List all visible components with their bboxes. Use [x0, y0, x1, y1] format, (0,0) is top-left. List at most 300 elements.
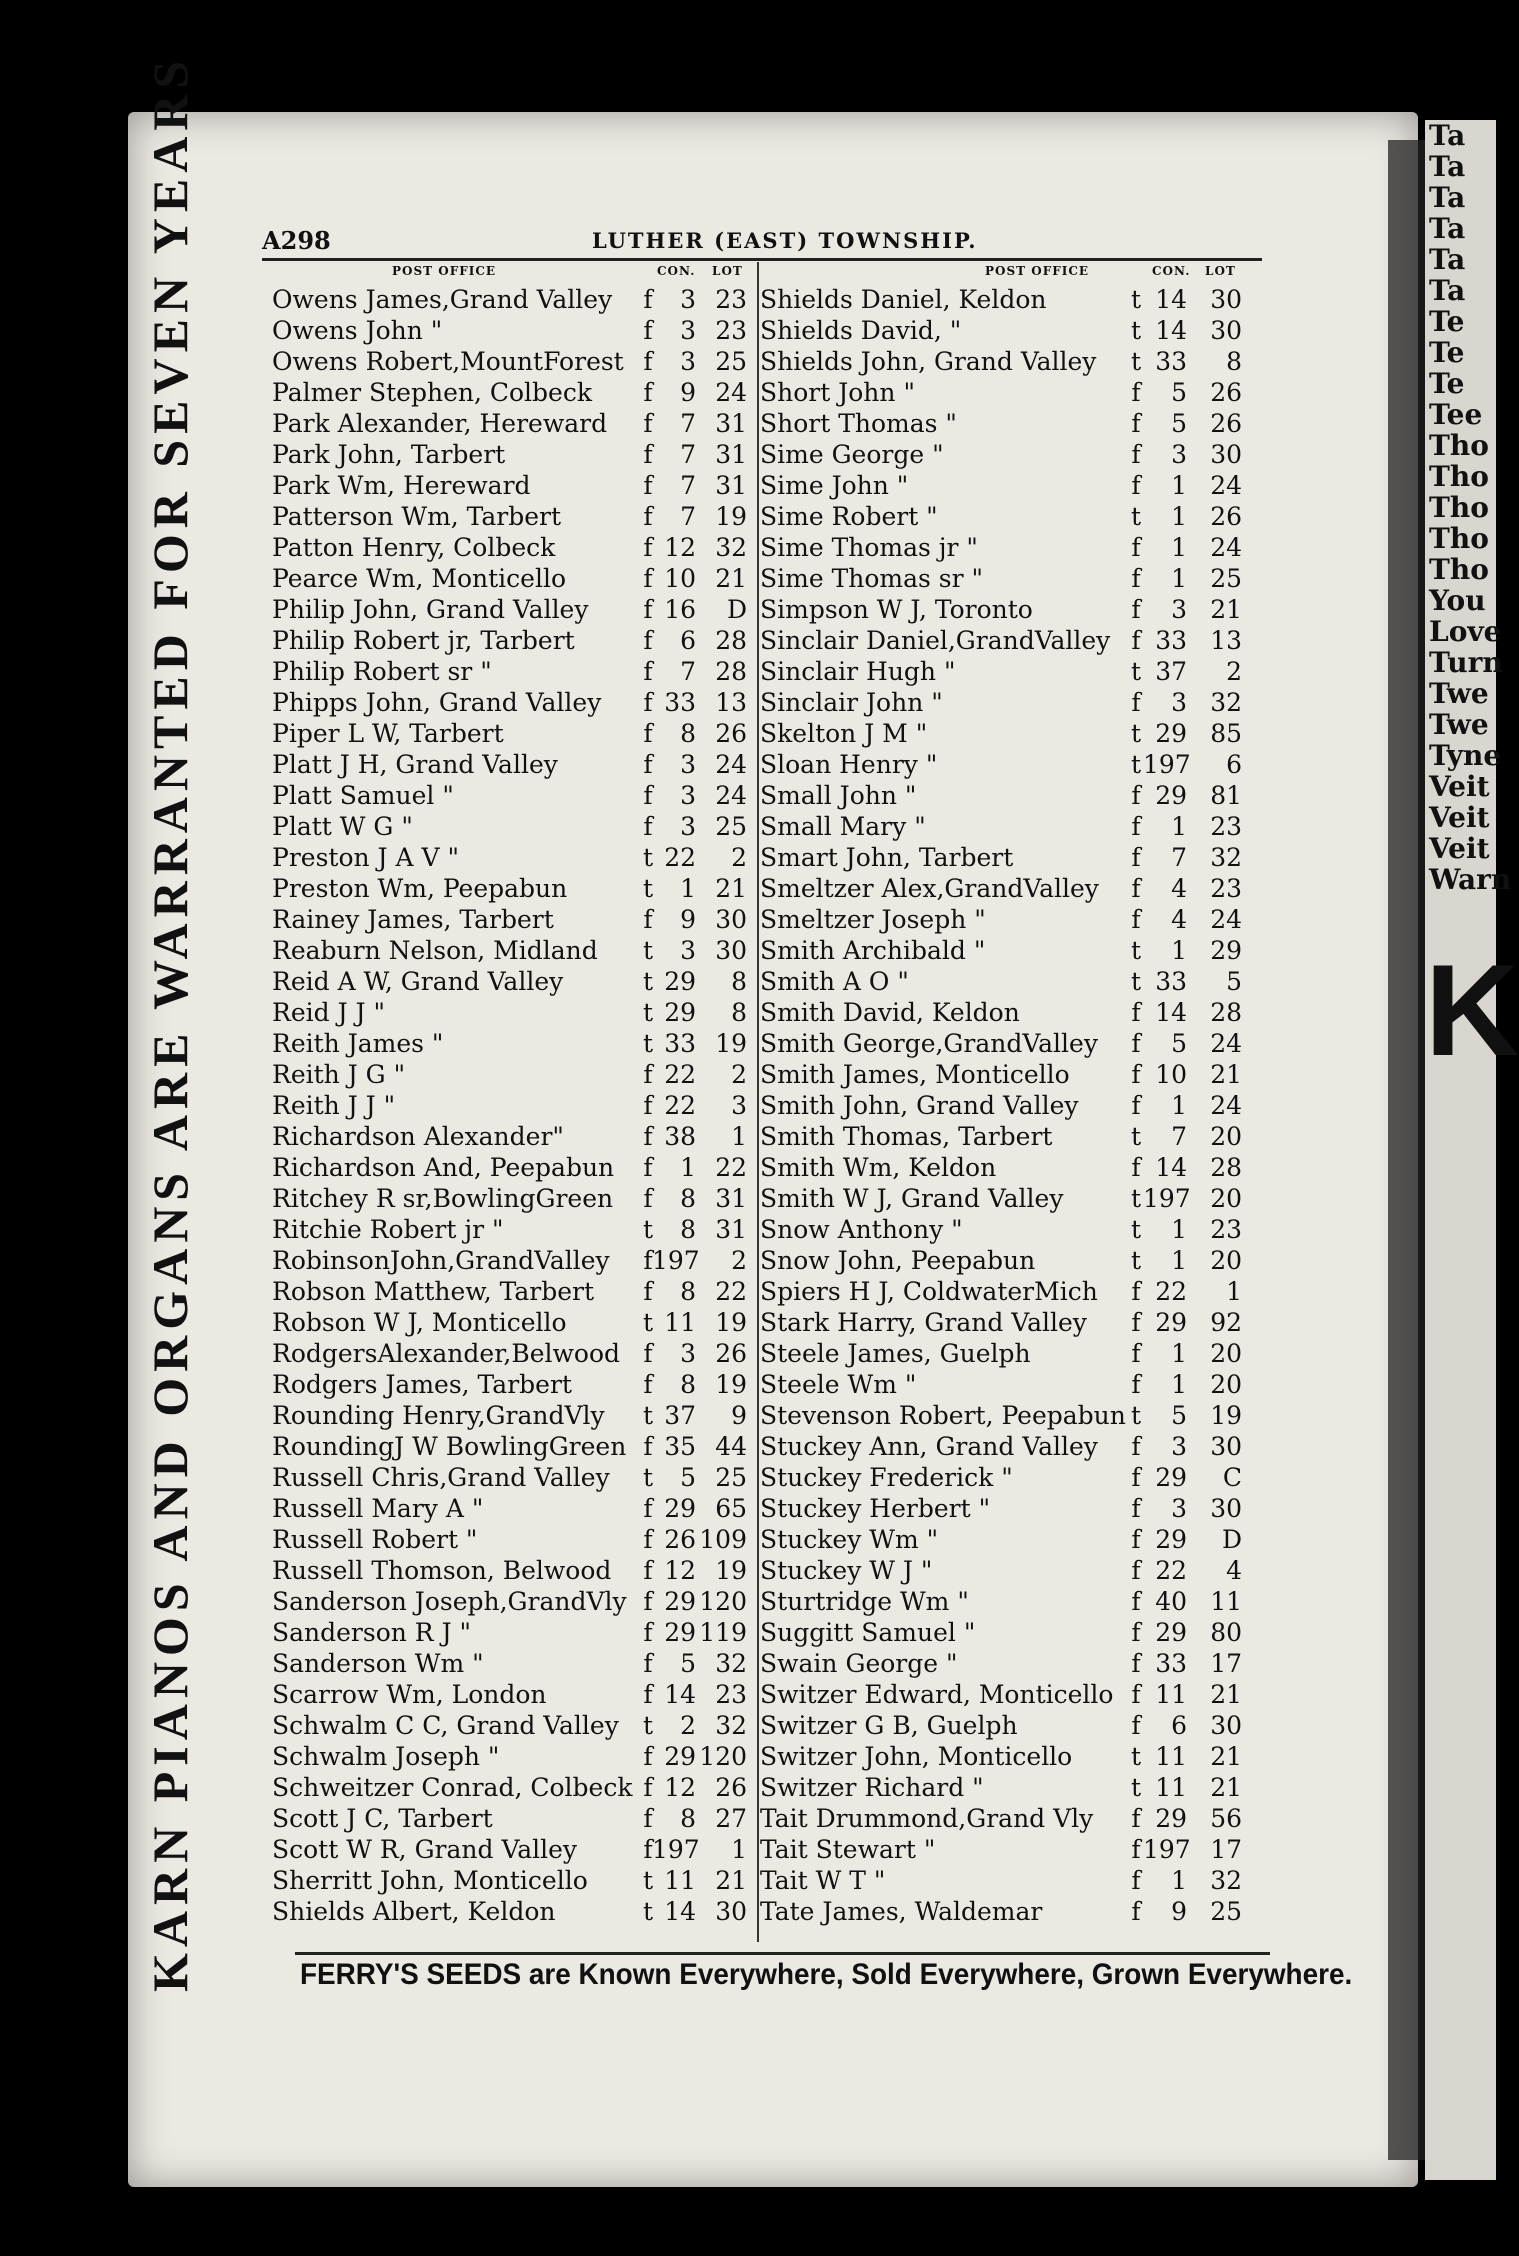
directory-entry: [760, 687, 1265, 718]
tenure-code: f: [643, 1835, 653, 1864]
lot-number: 26: [1210, 378, 1242, 407]
tenure-code: t: [1130, 936, 1142, 965]
lot-number: 19: [1210, 1401, 1242, 1430]
tenure-code: f: [643, 1773, 653, 1802]
directory-entry: [272, 439, 752, 470]
tenure-code: f: [1131, 626, 1141, 655]
concession-number: 3: [680, 750, 696, 779]
tenure-code: f: [643, 1494, 653, 1523]
directory-entry: [760, 563, 1265, 594]
directory-entry: [760, 1338, 1265, 1369]
adjacent-page-word-fragment: You: [1429, 584, 1486, 617]
tenure-code: f: [643, 657, 653, 686]
tenure-code: f: [643, 409, 653, 438]
concession-number: 3: [1171, 688, 1187, 717]
entry-name: Scott J C, Tarbert: [272, 1804, 493, 1833]
concession-number: 7: [680, 409, 696, 438]
entry-name: Switzer Richard ": [760, 1773, 984, 1802]
entry-name: Ritchey R sr,BowlingGreen: [272, 1184, 614, 1213]
concession-number: 7: [680, 440, 696, 469]
entry-name: Stevenson Robert, Peepabun: [760, 1401, 1126, 1430]
adjacent-page-word-fragment: Ta: [1429, 274, 1466, 307]
adjacent-page-word-fragment: Ta: [1429, 243, 1466, 276]
tenure-code: t: [642, 843, 654, 872]
concession-number: 3: [1171, 440, 1187, 469]
entry-name: Reid J J ": [272, 998, 386, 1027]
entry-name: Patterson Wm, Tarbert: [272, 502, 562, 531]
tenure-code: t: [642, 1029, 654, 1058]
entry-name: Park John, Tarbert: [272, 440, 506, 469]
concession-number: 3: [680, 812, 696, 841]
lot-number: 21: [715, 1866, 747, 1895]
lot-number: 23: [1210, 1215, 1242, 1244]
entry-name: Palmer Stephen, Colbeck: [272, 378, 592, 407]
adjacent-page-word-fragment: Ta: [1429, 212, 1466, 245]
lot-number: 28: [715, 657, 747, 686]
concession-number: 1: [1171, 1866, 1187, 1895]
tenure-code: f: [1131, 1308, 1141, 1337]
entry-name: Tait W T ": [760, 1866, 886, 1895]
tenure-code: t: [642, 1463, 654, 1492]
tenure-code: f: [643, 347, 653, 376]
directory-entry: [760, 656, 1265, 687]
directory-entry: [272, 780, 752, 811]
lot-number: 109: [699, 1525, 747, 1554]
lot-heading: LOT: [712, 264, 743, 278]
directory-entry: [760, 470, 1265, 501]
concession-number: 29: [664, 967, 696, 996]
lot-number: 2: [1226, 657, 1242, 686]
lot-number: 26: [1210, 502, 1242, 531]
concession-number: 1: [1171, 502, 1187, 531]
lot-number: 30: [1210, 316, 1242, 345]
directory-entry: [272, 346, 752, 377]
entry-name: Owens James,Grand Valley: [272, 285, 613, 314]
entry-name: Smith George,GrandValley: [760, 1029, 1098, 1058]
entry-name: Smith W J, Grand Valley: [760, 1184, 1064, 1213]
entry-name: Schwalm Joseph ": [272, 1742, 500, 1771]
directory-entry: [760, 780, 1265, 811]
directory-entry: [760, 1307, 1265, 1338]
concession-number: 3: [1171, 1494, 1187, 1523]
lot-number: 9: [731, 1401, 747, 1430]
lot-number: 31: [715, 1184, 747, 1213]
directory-entry: [272, 1183, 752, 1214]
lot-number: 44: [715, 1432, 747, 1461]
tenure-code: f: [1131, 1339, 1141, 1368]
concession-number: 3: [680, 316, 696, 345]
entry-name: Richardson Alexander": [272, 1122, 564, 1151]
directory-entry: [272, 1865, 752, 1896]
directory-entry: [760, 1369, 1265, 1400]
concession-number: 29: [1155, 1308, 1187, 1337]
tenure-code: f: [1131, 378, 1141, 407]
directory-entry: [272, 1307, 752, 1338]
entry-name: Reith James ": [272, 1029, 444, 1058]
directory-entry: [760, 439, 1265, 470]
concession-number: 33: [664, 1029, 696, 1058]
directory-entry: [760, 1214, 1265, 1245]
directory-entry: [272, 1648, 752, 1679]
concession-number: 22: [664, 1091, 696, 1120]
entry-name: RodgersAlexander,Belwood: [272, 1339, 621, 1368]
lot-number: 25: [715, 812, 747, 841]
lot-number: 23: [1210, 812, 1242, 841]
entry-name: Spiers H J, ColdwaterMich: [760, 1277, 1098, 1306]
concession-number: 8: [680, 1370, 696, 1399]
tenure-code: f: [1131, 1029, 1141, 1058]
concession-number: 1: [1171, 1215, 1187, 1244]
post-office-heading: POST OFFICE: [985, 264, 1090, 278]
lot-number: 4: [1226, 1556, 1242, 1585]
entry-name: Sime Thomas jr ": [760, 533, 978, 562]
tenure-code: f: [643, 502, 653, 531]
directory-entry: [760, 1183, 1265, 1214]
lot-number: 23: [715, 316, 747, 345]
concession-number: 8: [680, 1215, 696, 1244]
adjacent-page-word-fragment: Twe: [1429, 708, 1489, 741]
tenure-code: f: [1131, 1153, 1141, 1182]
lot-number: 65: [715, 1494, 747, 1523]
lot-number: 17: [1210, 1649, 1242, 1678]
tenure-code: t: [642, 874, 654, 903]
entry-name: Platt J H, Grand Valley: [272, 750, 558, 779]
entry-name: Sturtridge Wm ": [760, 1587, 969, 1616]
directory-entry: [760, 997, 1265, 1028]
lot-number: D: [1221, 1525, 1242, 1554]
tenure-code: f: [1131, 595, 1141, 624]
entry-name: Platt Samuel ": [272, 781, 454, 810]
tenure-code: t: [642, 1401, 654, 1430]
lot-number: 19: [715, 1308, 747, 1337]
directory-entry: [272, 935, 752, 966]
directory-entry: [272, 1028, 752, 1059]
directory-entry: [272, 1462, 752, 1493]
lot-number: 1: [731, 1835, 747, 1864]
directory-entry: [272, 501, 752, 532]
lot-number: 24: [715, 781, 747, 810]
concession-number: 22: [1155, 1277, 1187, 1306]
tenure-code: t: [1130, 750, 1142, 779]
tenure-code: t: [642, 998, 654, 1027]
directory-entry: [760, 1772, 1265, 1803]
entry-name: Suggitt Samuel ": [760, 1618, 976, 1647]
entry-name: Tait Stewart ": [760, 1835, 936, 1864]
tenure-code: f: [1131, 1587, 1141, 1616]
adjacent-page-fragment: [1425, 119, 1519, 2180]
directory-entry: [760, 1555, 1265, 1586]
column-divider: [757, 262, 759, 1942]
left-entries: [272, 284, 752, 1927]
concession-number: 1: [1171, 936, 1187, 965]
concession-number: 5: [1171, 409, 1187, 438]
tenure-code: t: [642, 1215, 654, 1244]
directory-entry: [272, 1803, 752, 1834]
entry-name: Short John ": [760, 378, 915, 407]
page-title: LUTHER (EAST) TOWNSHIP.: [592, 228, 978, 253]
lot-number: 29: [1210, 936, 1242, 965]
directory-entry: [272, 1338, 752, 1369]
concession-number: 14: [664, 1680, 696, 1709]
directory-entry: [272, 1059, 752, 1090]
directory-entry: [760, 1059, 1265, 1090]
adjacent-page-word-fragment: Veit: [1429, 832, 1490, 865]
tenure-code: t: [1130, 1246, 1142, 1275]
lot-number: 24: [715, 750, 747, 779]
lot-number: 32: [1210, 688, 1242, 717]
concession-number: 37: [1155, 657, 1187, 686]
concession-number: 1: [1171, 533, 1187, 562]
lot-number: 32: [715, 1711, 747, 1740]
adjacent-page-word-fragment: Tho: [1429, 522, 1489, 555]
tenure-code: t: [1130, 1184, 1142, 1213]
entry-name: Robson Matthew, Tarbert: [272, 1277, 595, 1306]
tenure-code: f: [1131, 533, 1141, 562]
tenure-code: t: [1130, 719, 1142, 748]
concession-number: 14: [1155, 1153, 1187, 1182]
lot-number: 25: [715, 347, 747, 376]
entry-name: Sloan Henry ": [760, 750, 938, 779]
concession-number: 26: [664, 1525, 696, 1554]
concession-number: 9: [680, 905, 696, 934]
tenure-code: t: [1130, 1773, 1142, 1802]
entry-name: Swain George ": [760, 1649, 958, 1678]
tenure-code: f: [1131, 905, 1141, 934]
lot-number: 30: [715, 1897, 747, 1926]
entry-name: Sime Thomas sr ": [760, 564, 984, 593]
tenure-code: t: [1130, 1215, 1142, 1244]
lot-number: 30: [715, 905, 747, 934]
concession-number: 3: [680, 781, 696, 810]
tenure-code: f: [643, 533, 653, 562]
lot-number: 25: [715, 1463, 747, 1492]
directory-entry: [272, 656, 752, 687]
lot-number: 19: [715, 1556, 747, 1585]
concession-number: 8: [680, 719, 696, 748]
directory-entry: [760, 1803, 1265, 1834]
tenure-code: t: [642, 1711, 654, 1740]
tenure-code: t: [1130, 657, 1142, 686]
concession-number: 22: [1155, 1556, 1187, 1585]
concession-number: 22: [664, 1060, 696, 1089]
directory-entry: [272, 749, 752, 780]
lot-number: 85: [1210, 719, 1242, 748]
directory-entry: [272, 1493, 752, 1524]
tenure-code: f: [1131, 1804, 1141, 1833]
directory-entry: [272, 687, 752, 718]
entry-name: Platt W G ": [272, 812, 413, 841]
concession-number: 8: [680, 1184, 696, 1213]
tenure-code: f: [643, 1525, 653, 1554]
lot-number: 32: [715, 533, 747, 562]
concession-number: 14: [1155, 285, 1187, 314]
adjacent-page-word-fragment: Tho: [1429, 460, 1489, 493]
adjacent-page-word-fragment: Te: [1429, 336, 1465, 369]
directory-entry: [272, 1710, 752, 1741]
tenure-code: t: [1130, 502, 1142, 531]
concession-number: 7: [680, 502, 696, 531]
lot-number: 26: [1210, 409, 1242, 438]
tenure-code: t: [1130, 967, 1142, 996]
concession-number: 6: [680, 626, 696, 655]
tenure-code: f: [643, 905, 653, 934]
header-rule: [262, 258, 1262, 261]
concession-number: 2: [680, 1711, 696, 1740]
concession-number: 11: [664, 1308, 696, 1337]
entry-name: Small John ": [760, 781, 917, 810]
directory-entry: [760, 873, 1265, 904]
adjacent-page-word-fragment: Love: [1429, 615, 1502, 648]
directory-entry: [760, 1741, 1265, 1772]
entry-name: Reith J G ": [272, 1060, 406, 1089]
lot-number: 21: [1210, 1742, 1242, 1771]
tenure-code: f: [1131, 409, 1141, 438]
directory-entry: [760, 1648, 1265, 1679]
left-column: [272, 264, 752, 1927]
entry-name: Scarrow Wm, London: [272, 1680, 547, 1709]
tenure-code: f: [643, 719, 653, 748]
lot-number: 3: [731, 1091, 747, 1120]
directory-entry: [760, 501, 1265, 532]
concession-number: 3: [1171, 1432, 1187, 1461]
entry-name: Preston Wm, Peepabun: [272, 874, 568, 903]
concession-number: 3: [680, 936, 696, 965]
concession-number: 12: [664, 533, 696, 562]
lot-number: 22: [715, 1153, 747, 1182]
tenure-code: t: [642, 967, 654, 996]
directory-entry: [760, 1400, 1265, 1431]
lot-number: 24: [1210, 1029, 1242, 1058]
directory-entry: [272, 1400, 752, 1431]
entry-name: Simpson W J, Toronto: [760, 595, 1033, 624]
entry-name: Sinclair Hugh ": [760, 657, 956, 686]
con-heading: CON.: [1152, 264, 1191, 278]
entry-name: Smith David, Keldon: [760, 998, 1020, 1027]
adjacent-page-word-fragment: Tee: [1429, 398, 1483, 431]
lot-number: 19: [715, 1370, 747, 1399]
concession-number: 33: [1155, 1649, 1187, 1678]
entry-name: Smeltzer Joseph ": [760, 905, 986, 934]
tenure-code: f: [1131, 781, 1141, 810]
concession-number: 1: [1171, 1339, 1187, 1368]
concession-number: 9: [680, 378, 696, 407]
entry-name: Pearce Wm, Monticello: [272, 564, 567, 593]
lot-number: 26: [715, 1339, 747, 1368]
concession-number: 33: [664, 688, 696, 717]
directory-entry: [272, 594, 752, 625]
entry-name: Skelton J M ": [760, 719, 928, 748]
entry-name: Smeltzer Alex,GrandValley: [760, 874, 1099, 903]
directory-entry: [760, 346, 1265, 377]
directory-entry: [760, 718, 1265, 749]
adjacent-page-word-fragment: Tho: [1429, 491, 1489, 524]
concession-number: 12: [664, 1773, 696, 1802]
tenure-code: t: [642, 1897, 654, 1926]
concession-number: 3: [680, 1339, 696, 1368]
concession-number: 11: [1155, 1742, 1187, 1771]
concession-number: 1: [1171, 1370, 1187, 1399]
concession-number: 197: [652, 1246, 700, 1275]
lot-number: 8: [731, 998, 747, 1027]
entry-name: Rodgers James, Tarbert: [272, 1370, 572, 1399]
lot-number: 20: [1210, 1339, 1242, 1368]
directory-entry: [760, 966, 1265, 997]
tenure-code: f: [1131, 874, 1141, 903]
lot-number: 30: [1210, 1711, 1242, 1740]
tenure-code: f: [643, 1153, 653, 1182]
entry-name: Steele Wm ": [760, 1370, 917, 1399]
directory-entry: [760, 1493, 1265, 1524]
concession-number: 29: [1155, 1804, 1187, 1833]
directory-entry: [272, 284, 752, 315]
concession-number: 7: [680, 657, 696, 686]
concession-number: 14: [1155, 998, 1187, 1027]
concession-number: 3: [1171, 595, 1187, 624]
lot-number: 21: [715, 564, 747, 593]
directory-entry: [760, 532, 1265, 563]
entry-name: Russell Mary A ": [272, 1494, 484, 1523]
directory-entry: [760, 842, 1265, 873]
lot-number: 20: [1210, 1246, 1242, 1275]
concession-number: 16: [664, 595, 696, 624]
concession-number: 1: [680, 1153, 696, 1182]
directory-entry: [760, 1586, 1265, 1617]
tenure-code: f: [1131, 688, 1141, 717]
concession-number: 29: [1155, 719, 1187, 748]
directory-entry: [272, 1896, 752, 1927]
tenure-code: t: [642, 1308, 654, 1337]
entry-name: Russell Chris,Grand Valley: [272, 1463, 610, 1492]
entry-name: Park Wm, Hereward: [272, 471, 531, 500]
entry-name: Tait Drummond,Grand Vly: [760, 1804, 1094, 1833]
entry-name: Stuckey Herbert ": [760, 1494, 991, 1523]
directory-entry: [272, 811, 752, 842]
directory-entry: [760, 1617, 1265, 1648]
entry-name: Tate James, Waldemar: [760, 1897, 1043, 1926]
lot-number: 5: [1226, 967, 1242, 996]
lot-number: 27: [715, 1804, 747, 1833]
lot-number: 30: [715, 936, 747, 965]
tenure-code: f: [1131, 1370, 1141, 1399]
entry-name: Sime Robert ": [760, 502, 938, 531]
concession-number: 1: [1171, 812, 1187, 841]
tenure-code: t: [1130, 1401, 1142, 1430]
concession-number: 197: [652, 1835, 700, 1864]
directory-entry: [272, 1214, 752, 1245]
directory-entry: [272, 1524, 752, 1555]
entry-name: Shields Daniel, Keldon: [760, 285, 1047, 314]
concession-number: 11: [1155, 1680, 1187, 1709]
adjacent-page-word-fragment: Veit: [1429, 801, 1490, 834]
concession-number: 29: [1155, 781, 1187, 810]
entry-name: Owens Robert,MountForest: [272, 347, 624, 376]
entry-name: Stuckey Wm ": [760, 1525, 939, 1554]
lot-number: 20: [1210, 1370, 1242, 1399]
entry-name: Reith J J ": [272, 1091, 396, 1120]
vertical-advertisement: KARN PIANOS AND ORGANS ARE WARRANTED FOR SEVEN YEARS: [142, 54, 198, 1992]
directory-entry: [760, 1462, 1265, 1493]
concession-number: 29: [664, 1742, 696, 1771]
directory-entry: [760, 1896, 1265, 1927]
lot-number: 92: [1210, 1308, 1242, 1337]
lot-heading: LOT: [1205, 264, 1236, 278]
entry-name: Reid A W, Grand Valley: [272, 967, 564, 996]
lot-number: 2: [731, 1060, 747, 1089]
lot-number: 24: [1210, 905, 1242, 934]
lot-number: 25: [1210, 1897, 1242, 1926]
concession-number: 29: [1155, 1618, 1187, 1647]
concession-number: 7: [1171, 1122, 1187, 1151]
